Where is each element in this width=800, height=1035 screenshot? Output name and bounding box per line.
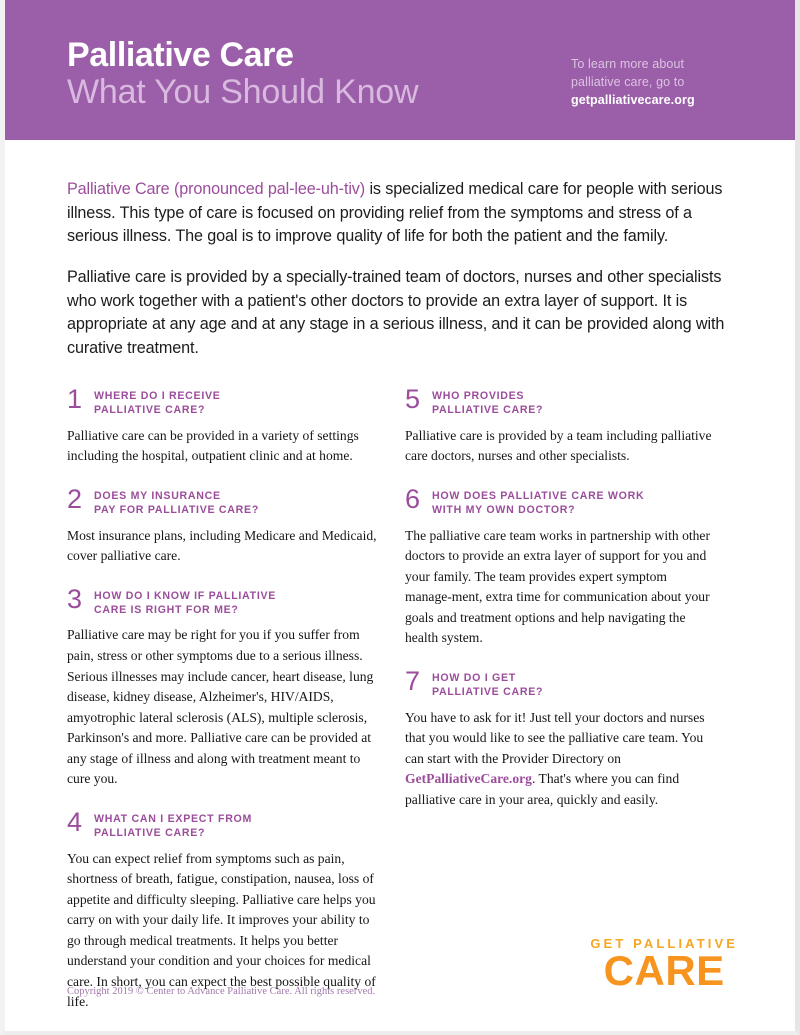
document-body (5, 140, 795, 1013)
faq-item-7-answer-after: . That's where you can find palliative care in your area, quickly and easily. (405, 771, 680, 807)
faq-item-1-header (67, 383, 377, 418)
header-website-link[interactable]: getpalliativecare.org (571, 92, 695, 107)
faq-item-3-answer: Palliative care may be right for you if you suffer from pain, stress or other symptoms due to a serious illness. Serious illnesses may include cancer, heart disease, lung disease, kidney disease, Alzheimer's, HIV/AIDS, amyotrophic lateral sclerosis (ALS), multiple sclerosis, Parkinson's and more. Palliative care can be provided at any stage of illness and along with treatment meant to cure you. (67, 627, 374, 787)
faq-item-6-title-line2: WITH MY OWN DOCTOR? (432, 503, 576, 516)
faq-item-4-number: 4 (67, 806, 83, 837)
faq-item-3 (67, 583, 377, 790)
faq-item-5-title-line2: PALLIATIVE CARE? (432, 403, 544, 416)
faq-item-7-number: 7 (405, 665, 421, 696)
faq-item-7 (405, 665, 715, 811)
faq-item-7-header (405, 665, 715, 700)
faq-item-6-title-line1: HOW DOES PALLIATIVE CARE WORK (432, 489, 645, 502)
title-main: Palliative Care (67, 36, 294, 74)
faq-item-5-header (405, 383, 715, 418)
faq-item-2-header (67, 483, 377, 518)
faq-item-3-title-line2: CARE IS RIGHT FOR ME? (94, 603, 239, 616)
faq-item-5-title-line1: WHO PROVIDES (432, 389, 525, 402)
faq-item-4-title (94, 812, 252, 841)
get-palliative-care-logo (590, 936, 738, 995)
faq-item-7-answer-before: You have to ask for it! Just tell your doctors and nurses that you would like to see the palliative care team. You can start with the Provider Directory on (405, 709, 705, 766)
header-note-line1: To learn more about (571, 57, 685, 71)
intro-highlight: Palliative Care (pronounced pal-lee-uh-tiv) (67, 180, 366, 198)
faq-item-3-title-line1: HOW DO I KNOW IF PALLIATIVE (94, 589, 277, 602)
header-contact-note (571, 56, 771, 109)
faq-item-6-header (405, 483, 715, 518)
title-subtitle: What You Should Know (67, 73, 419, 111)
faq-item-2-title-line2: PAY FOR PALLIATIVE CARE? (94, 503, 260, 516)
faq-item-6 (405, 483, 715, 649)
intro-paragraph-2: Palliative care is provided by a specially-trained team of doctors, nurses and other specialists who work together with a patient's other doctors to provide an extra layer of support. It is appropriate at any age and at any stage in a serious illness, and it can be provided along with curative treatment. (67, 267, 725, 357)
faq-item-7-answer (405, 708, 715, 811)
intro-paragraph-1 (67, 178, 747, 249)
intro-paragraph-1-rest: is specialized medical care for people with serious illness. This type of care is focused on providing relief from the symptoms and stress of a serious illness. The goal is to improve quality of life for both the patient and the family. (67, 180, 723, 246)
faq-item-4-header (67, 806, 377, 841)
faq-item-7-title-line1: HOW DO I GET (432, 671, 516, 684)
copyright-notice: Copyright 2019 © Center to Advance Palliative Care. All rights reserved. (67, 986, 376, 997)
getpalliativecare-link[interactable]: GetPalliativeCare.org (405, 771, 532, 787)
faq-item-2-answer: Most insurance plans, including Medicare and Medicaid, cover palliative care. (67, 527, 377, 564)
header-band (5, 0, 795, 140)
faq-item-4-title-line2: PALLIATIVE CARE? (94, 826, 206, 839)
faq-item-4-answer: You can expect relief from symptoms such as pain, shortness of breath, fatigue, constipation, nausea, loss of appetite and difficulty sleeping. Palliative care helps you carry on with your daily life. It improves your ability to go through medical treatments. It helps you better understand your condition and your choices for medical care. In short, you can expect the best possible quality of life. (67, 850, 376, 1010)
faq-item-5-title (432, 389, 543, 418)
faq-item-3-number: 3 (67, 583, 83, 614)
faq-item-5-answer: Palliative care is provided by a team including palliative care doctors, nurses and other specialists. (405, 427, 712, 464)
faq-columns (67, 383, 747, 1013)
intro-section (67, 140, 747, 361)
faq-item-3-title (94, 589, 276, 618)
faq-item-5-number: 5 (405, 383, 421, 414)
logo-main-text: CARE (603, 947, 725, 995)
page-footer (67, 929, 747, 997)
faq-column-right (405, 383, 715, 811)
faq-column-left (67, 383, 377, 1013)
faq-item-2-number: 2 (67, 483, 83, 514)
faq-item-1-title-line2: PALLIATIVE CARE? (94, 403, 206, 416)
faq-item-3-header (67, 583, 377, 618)
logo-top-text: GET PALLIATIVE (590, 936, 738, 952)
faq-item-1-title-line1: WHERE DO I RECEIVE (94, 389, 221, 402)
faq-item-6-title (432, 489, 644, 518)
faq-item-2 (67, 483, 377, 567)
page-title (67, 38, 418, 112)
faq-item-1 (67, 383, 377, 467)
faq-item-7-title (432, 671, 543, 700)
faq-item-5 (405, 383, 715, 467)
faq-item-7-title-line2: PALLIATIVE CARE? (432, 685, 544, 698)
faq-item-2-title (94, 489, 259, 518)
faq-item-1-answer: Palliative care can be provided in a variety of settings including the hospital, outpatient clinic and at home. (67, 427, 359, 464)
faq-item-6-answer: The palliative care team works in partnership with other doctors to provide an extra layer of support for you and your family. The team provides expert symptom manage-ment, extra time for communication about your goals and treatment options and help navigating the health system. (405, 527, 710, 646)
header-note-line2: palliative care, go to (571, 74, 685, 89)
faq-item-4-title-line1: WHAT CAN I EXPECT FROM (94, 812, 253, 825)
faq-item-2-title-line1: DOES MY INSURANCE (94, 489, 221, 502)
faq-item-1-number: 1 (67, 383, 83, 414)
faq-item-1-title (94, 389, 221, 418)
faq-item-6-number: 6 (405, 483, 421, 514)
